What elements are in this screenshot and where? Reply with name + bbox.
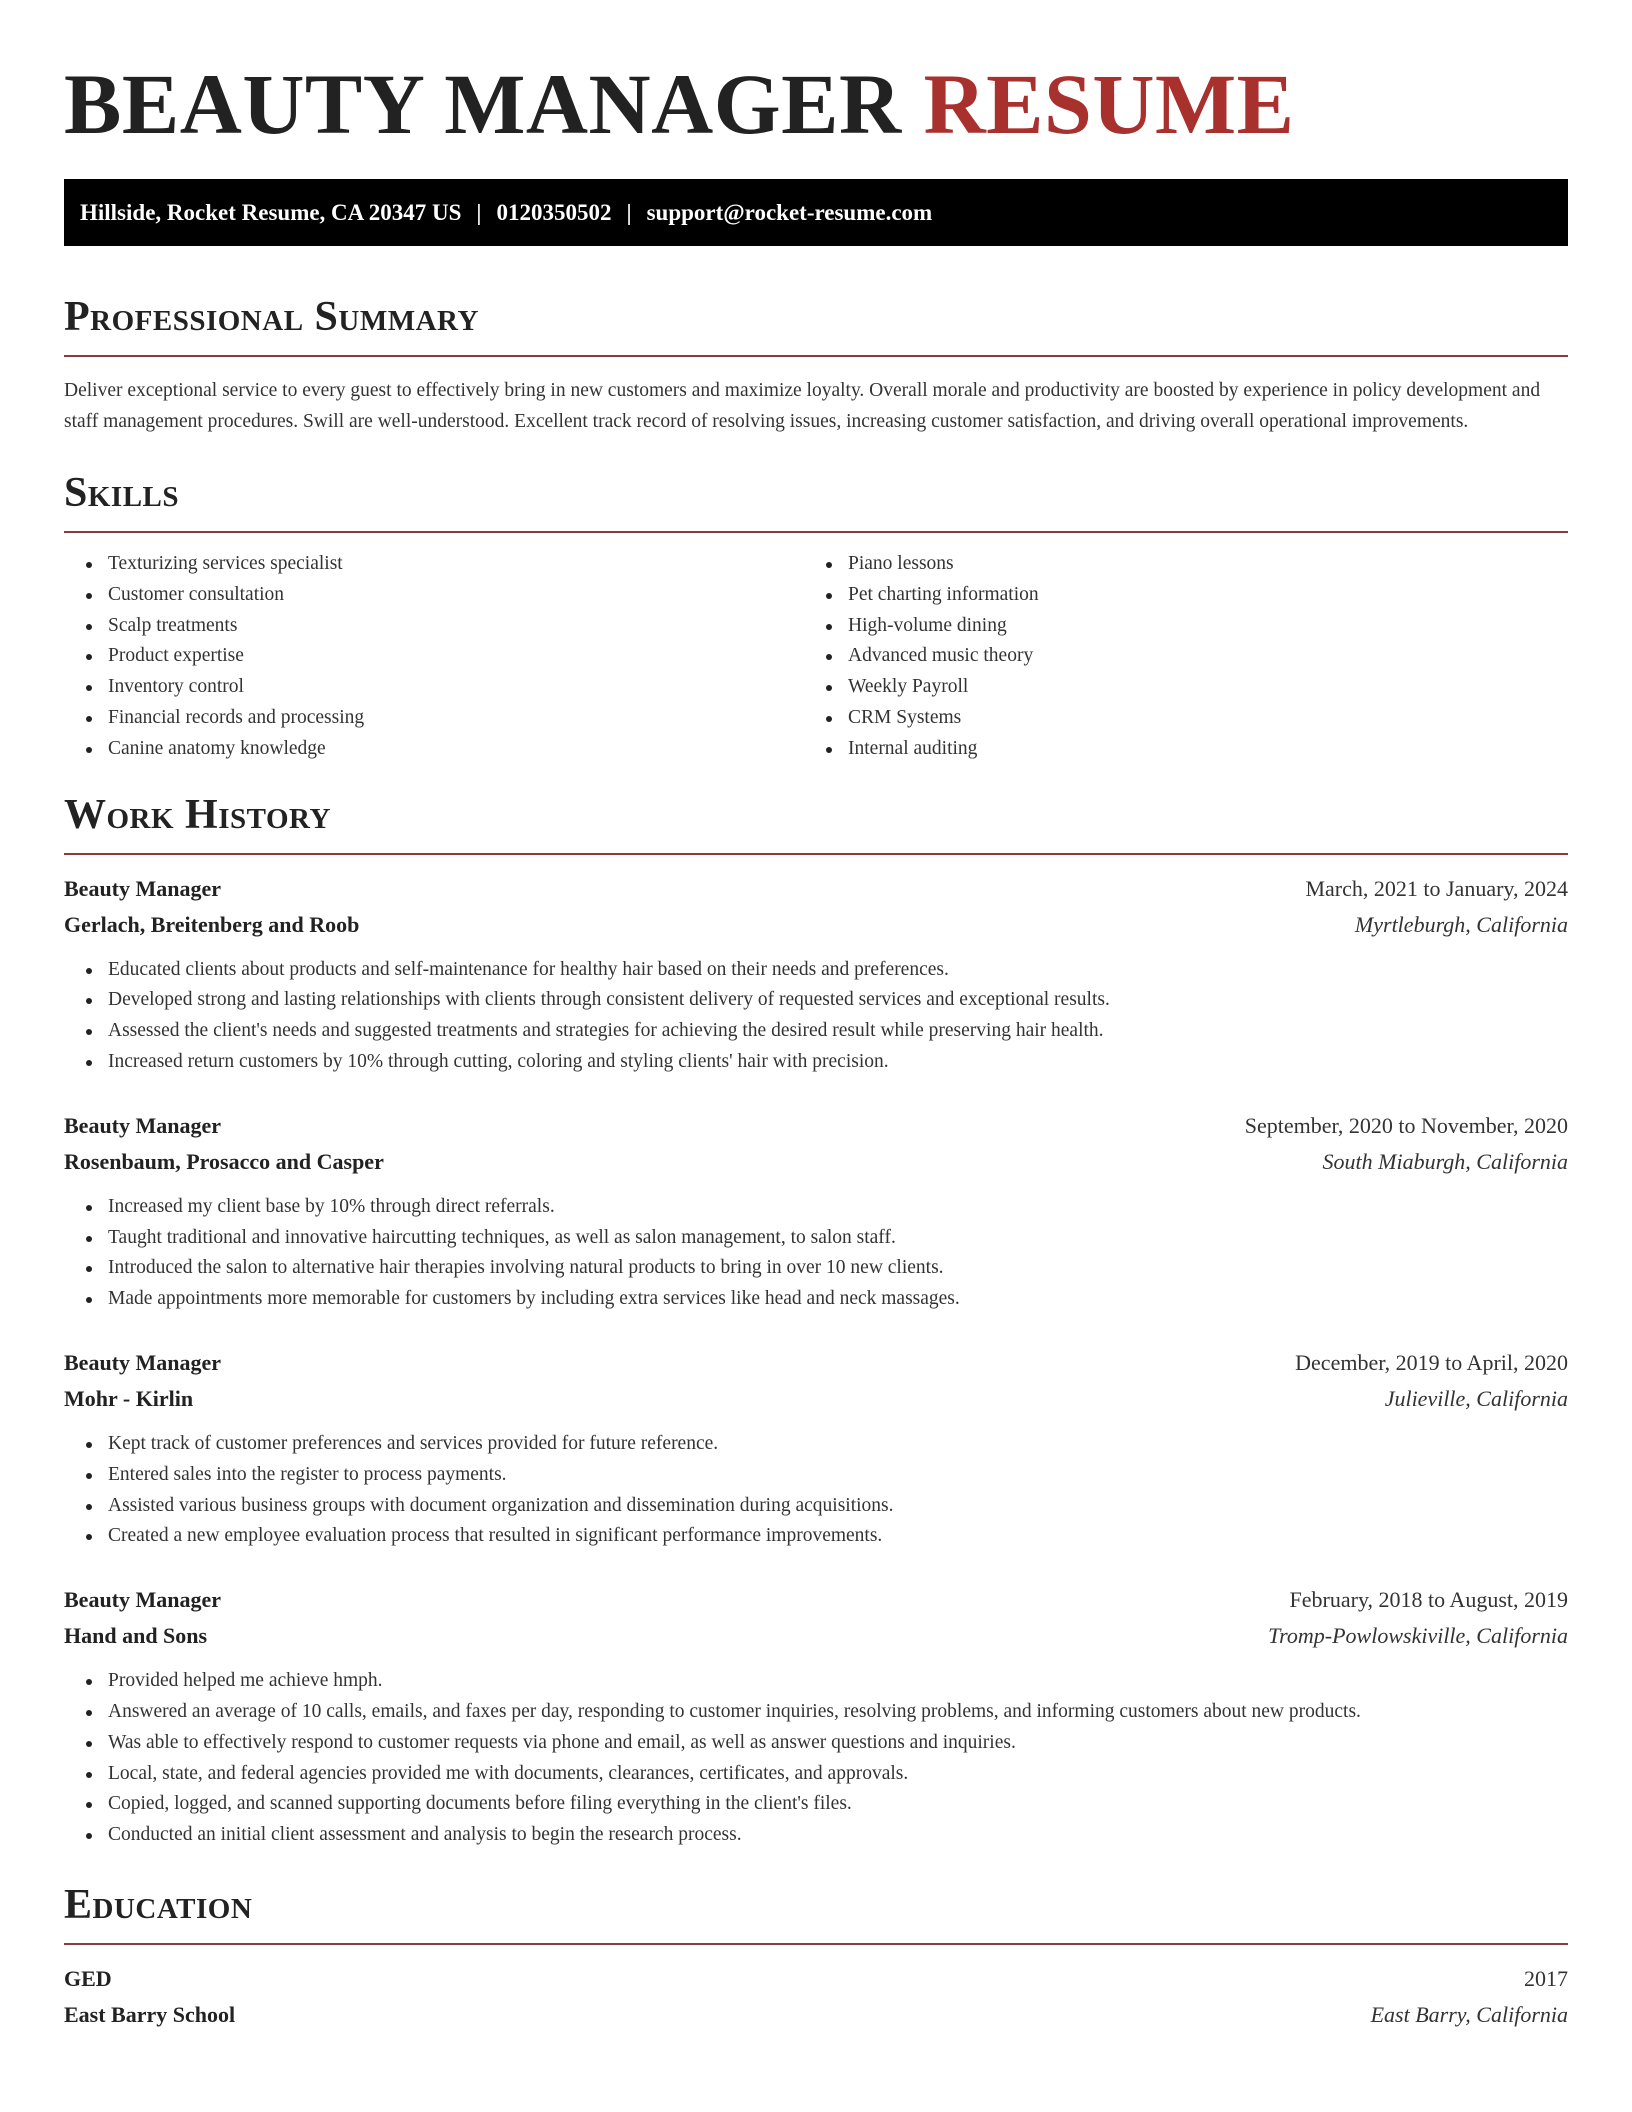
section-heading-work-history: Work History [64,791,331,838]
job-bullet: Entered sales into the register to process payments. [86,1460,1568,1491]
job-header-row [64,1345,1568,1381]
job-bullet: Assessed the client's needs and suggested treatments and strategies for achieving the desired result while preserving hair health. [86,1016,1568,1047]
job-entry [64,871,1568,1078]
skill-item: Texturizing services specialist [86,549,804,580]
job-title: Beauty Manager [64,1587,222,1613]
title-accent: RESUME [923,56,1295,152]
resume-title [64,54,1568,154]
job-bullet: Copied, logged, and scanned supporting documents before filing everything in the client's files. [86,1789,1568,1820]
skill-item: Canine anatomy knowledge [86,734,804,765]
skill-item: Customer consultation [86,580,804,611]
job-dates: February, 2018 to August, 2019 [1289,1587,1568,1613]
job-bullet: Educated clients about products and self-maintenance for healthy hair based on their needs and preferences. [86,955,1568,986]
job-bullets [64,1666,1568,1851]
job-bullet: Increased my client base by 10% through direct referrals. [86,1192,1568,1223]
job-bullet: Local, state, and federal agencies provided me with documents, clearances, certificates, and approvals. [86,1759,1568,1790]
job-bullet: Was able to effectively respond to customer requests via phone and email, as well as answer questions and inquiries. [86,1728,1568,1759]
contact-separator: | [626,199,632,225]
job-company: Gerlach, Breitenberg and Roob [64,911,360,937]
job-employer-row [64,907,1568,943]
job-company: Rosenbaum, Prosacco and Casper [64,1148,384,1174]
job-header-row [64,1582,1568,1618]
education-year: 2017 [1524,1965,1568,1991]
summary-section [64,289,1568,437]
skill-item: Piano lessons [826,549,1544,580]
job-title: Beauty Manager [64,1349,222,1375]
skill-item: Weekly Payroll [826,672,1544,703]
education-school-row [64,1997,1568,2033]
skills-section [64,465,1568,765]
skill-item: Scalp treatments [86,611,804,642]
job-dates: December, 2019 to April, 2020 [1295,1349,1568,1375]
contact-address: Hillside, Rocket Resume, CA 20347 US [80,199,462,225]
job-entry [64,1108,1568,1315]
skill-item: Pet charting information [826,580,1544,611]
section-heading-skills: Skills [64,470,180,516]
job-location: Myrtleburgh, California [1354,911,1568,937]
summary-text: Deliver exceptional service to every guest to effectively bring in new customers and maximize loyalty. Overall morale and productivity are boosted by experience in policy development and staff management procedures. Swill are well-understood. Excellent track record of resolving issues, increasing customer satisfaction, and driving overall operational improvements. [64,380,1541,432]
skill-item: Financial records and processing [86,703,804,734]
education-school: East Barry School [64,2001,236,2027]
job-company: Hand and Sons [64,1623,208,1649]
job-header-row [64,871,1568,907]
title-main: BEAUTY MANAGER [64,56,902,152]
section-divider [64,853,1568,855]
contact-bar [64,179,1568,246]
job-bullet: Answered an average of 10 calls, emails, and faxes per day, responding to customer inquiries, resolving problems, and informing customers about new products. [86,1697,1568,1728]
job-entry [64,1345,1568,1552]
job-entry [64,1582,1568,1851]
skill-item: CRM Systems [826,703,1544,734]
job-header-row [64,1108,1568,1144]
skills-column-right [804,549,1544,765]
job-employer-row [64,1618,1568,1654]
job-bullet: Developed strong and lasting relationships with clients through consistent delivery of requested services and exceptional results. [86,985,1568,1016]
job-bullet: Provided helped me achieve hmph. [86,1666,1568,1697]
education-section [64,1877,1568,2033]
job-title: Beauty Manager [64,1112,222,1138]
job-bullet: Increased return customers by 10% through cutting, coloring and styling clients' hair with precision. [86,1047,1568,1078]
job-bullet: Introduced the salon to alternative hair therapies involving natural products to bring in over 10 new clients. [86,1253,1568,1284]
job-title: Beauty Manager [64,875,222,901]
skill-item: Advanced music theory [826,641,1544,672]
job-company: Mohr - Kirlin [64,1385,194,1411]
skill-item: Internal auditing [826,734,1544,765]
job-bullets [64,1192,1568,1315]
education-entry [64,1961,1568,2033]
skill-item: Inventory control [86,672,804,703]
education-degree: GED [64,1965,112,1991]
job-location: Tromp-Powlowskiville, California [1268,1623,1568,1649]
job-dates: March, 2021 to January, 2024 [1305,875,1568,901]
job-location: South Miaburgh, California [1322,1148,1568,1174]
section-divider [64,355,1568,357]
job-employer-row [64,1144,1568,1180]
skills-grid [64,549,1568,765]
education-location: East Barry, California [1370,2001,1568,2027]
section-divider [64,1943,1568,1945]
section-heading-education: Education [64,1881,253,1928]
job-bullet: Created a new employee evaluation process that resulted in significant performance improvements. [86,1521,1568,1552]
section-heading-summary: Professional Summary [64,294,479,340]
job-bullet: Taught traditional and innovative haircutting techniques, as well as salon management, to salon staff. [86,1223,1568,1254]
skills-column-left [64,549,804,765]
skill-item: High-volume dining [826,611,1544,642]
job-employer-row [64,1381,1568,1417]
skill-item: Product expertise [86,641,804,672]
job-bullets [64,955,1568,1078]
work-history-section [64,787,1568,1851]
contact-phone[interactable]: 0120350502 [496,199,612,225]
job-bullet: Made appointments more memorable for customers by including extra services like head and neck massages. [86,1284,1568,1315]
contact-separator: | [476,199,482,225]
education-degree-row [64,1961,1568,1997]
job-bullet: Assisted various business groups with document organization and dissemination during acquisitions. [86,1491,1568,1522]
section-divider [64,531,1568,533]
contact-email[interactable]: support@rocket-resume.com [646,199,933,225]
job-bullets [64,1429,1568,1552]
job-bullet: Kept track of customer preferences and services provided for future reference. [86,1429,1568,1460]
job-dates: September, 2020 to November, 2020 [1244,1112,1568,1138]
job-bullet: Conducted an initial client assessment and analysis to begin the research process. [86,1820,1568,1851]
job-location: Julieville, California [1384,1385,1568,1411]
